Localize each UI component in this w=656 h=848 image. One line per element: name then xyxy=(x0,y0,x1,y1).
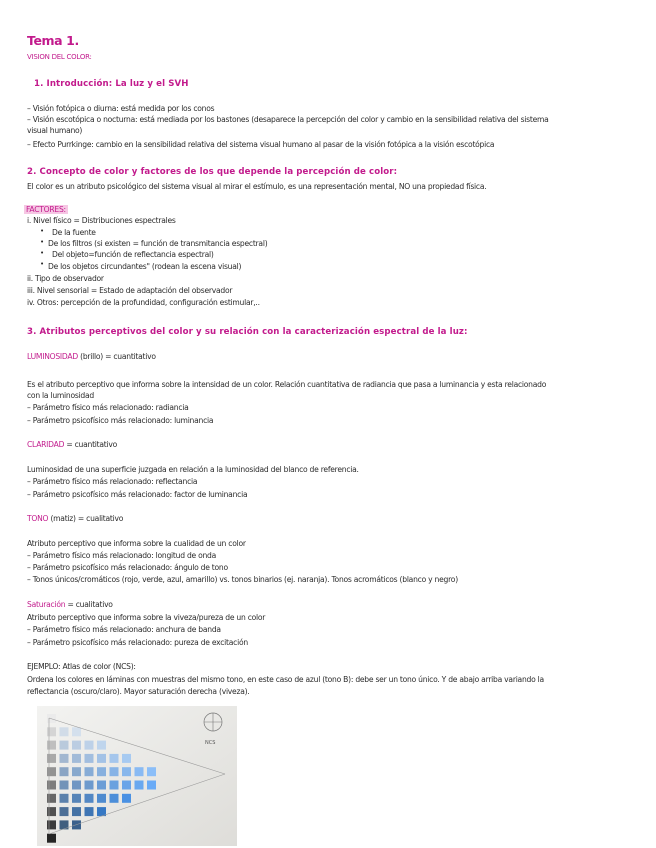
atlas-swatch xyxy=(147,781,156,790)
sat-line-3: – Parámetro psicofísico más relacionado: pureza de excitación xyxy=(27,638,248,647)
s2-definition: El color es un atributo psicológico del sistema visual al mirar el estímulo, es una representación mental, NO una propiedad física. xyxy=(27,182,487,191)
atlas-swatch xyxy=(135,767,144,776)
atlas-swatch xyxy=(72,741,81,750)
saturacion-rest: = cualitativo xyxy=(65,600,113,609)
ejemplo-line-2: Ordena los colores en láminas con muestras del mismo tono, en este caso de azul (tono B): debe ser un tono único. Y de abajo arriba variando la xyxy=(27,675,544,684)
factor-1-bullet-3: Del objeto=función de reflectancia espectral) xyxy=(52,250,214,259)
atlas-swatch xyxy=(47,781,56,790)
lum-line-4: – Parámetro psicofísico más relacionado: luminancia xyxy=(27,416,214,425)
ncs-atlas-image xyxy=(37,706,237,846)
ton-line-1: Atributo perceptivo que informa sobre la cualidad de un color xyxy=(27,539,246,548)
atlas-swatch xyxy=(85,754,94,763)
atlas-swatch xyxy=(147,767,156,776)
ejemplo-line-3: reflectancia (oscuro/claro). Mayor saturación derecha (viveza). xyxy=(27,687,250,696)
atlas-swatch xyxy=(47,807,56,816)
ton-line-3: – Parámetro psicofísico más relacionado: ángulo de tono xyxy=(27,563,228,572)
luminosidad-heading xyxy=(27,352,156,362)
factores-label-wrap xyxy=(24,205,68,215)
atlas-swatch xyxy=(85,807,94,816)
saturacion-term: Saturación xyxy=(27,600,66,609)
cla-line-3: – Parámetro psicofísico más relacionado: factor de luminancia xyxy=(27,490,248,499)
atlas-swatch xyxy=(122,767,131,776)
atlas-swatch xyxy=(110,794,119,803)
atlas-swatch xyxy=(97,754,106,763)
saturacion-heading xyxy=(27,600,113,610)
factor-4: iv. Otros: percepción de la profundidad, configuración estimular,.. xyxy=(27,298,260,307)
atlas-swatch xyxy=(97,781,106,790)
atlas-swatch xyxy=(72,767,81,776)
atlas-swatch xyxy=(110,781,119,790)
atlas-swatch xyxy=(47,820,56,829)
section-2-heading: 2. Concepto de color y factores de los que depende la percepción de color: xyxy=(27,167,398,177)
atlas-swatch xyxy=(47,727,56,736)
luminosidad-rest: (brillo) = cuantitativo xyxy=(77,352,156,361)
factor-3: iii. Nivel sensorial = Estado de adaptación del observador xyxy=(27,286,233,295)
atlas-swatch xyxy=(47,767,56,776)
atlas-swatch xyxy=(47,834,56,843)
atlas-swatch xyxy=(85,741,94,750)
bullet-dot: • xyxy=(40,260,45,268)
s1-line-4: – Efecto Purrkinge: cambio en la sensibilidad relativa del sistema visual humano al pasar de la visión fotópica a la visión escotópica xyxy=(27,140,495,149)
atlas-swatch xyxy=(122,794,131,803)
atlas-swatch xyxy=(72,754,81,763)
atlas-swatch xyxy=(97,741,106,750)
atlas-swatch xyxy=(72,727,81,736)
atlas-swatch xyxy=(60,754,69,763)
atlas-swatch xyxy=(47,754,56,763)
atlas-swatch xyxy=(47,794,56,803)
ton-line-2: – Parámetro físico más relacionado: longitud de onda xyxy=(27,551,217,560)
claridad-term: CLARIDAD xyxy=(27,440,65,449)
atlas-swatch xyxy=(60,781,69,790)
atlas-swatch xyxy=(72,807,81,816)
atlas-swatch xyxy=(122,754,131,763)
claridad-heading xyxy=(27,440,117,450)
lum-line-3: – Parámetro físico más relacionado: radiancia xyxy=(27,403,189,412)
atlas-swatch xyxy=(85,781,94,790)
s1-line-1: – Visión fotópica o diurna: está medida por los conos xyxy=(27,104,215,113)
atlas-swatch xyxy=(135,781,144,790)
hue-circle-icon xyxy=(204,713,222,731)
page-title: Tema 1. xyxy=(27,33,79,48)
factor-1-bullet-2: De los filtros (si existen = función de transmitancia espectral) xyxy=(48,239,268,248)
tono-term: TONO xyxy=(27,514,49,523)
atlas-swatch xyxy=(60,807,69,816)
factores-label: FACTORES: xyxy=(26,205,66,214)
atlas-swatch xyxy=(60,741,69,750)
tono-heading xyxy=(27,514,123,524)
atlas-swatch xyxy=(85,767,94,776)
sat-line-1: Atributo perceptivo que informa sobre la viveza/pureza de un color xyxy=(27,613,266,622)
cla-line-1: Luminosidad de una superficie juzgada en relación a la luminosidad del blanco de referencia. xyxy=(27,465,359,474)
atlas-swatch xyxy=(72,794,81,803)
bullet-dot: • xyxy=(40,238,45,246)
factor-1: i. Nivel físico = Distribuciones espectrales xyxy=(27,216,176,225)
tono-rest: (matiz) = cualitativo xyxy=(48,514,124,523)
atlas-swatch xyxy=(110,754,119,763)
ton-line-4: – Tonos únicos/cromáticos (rojo, verde, azul, amarillo) vs. tonos binarios (ej. naranja). Tonos acromáticos (blanco y negro) xyxy=(27,575,458,584)
s1-line-2: – Visión escotópica o nocturna: está mediada por los bastones (desaparece la percepción del color y cambio en la sensibilidad relativa del sistema xyxy=(27,115,549,124)
lum-line-2: con la luminosidad xyxy=(27,391,94,400)
section-1-heading: 1. Introducción: La luz y el SVH xyxy=(34,79,189,89)
lum-line-1: Es el atributo perceptivo que informa sobre la intensidad de un color. Relación cuantitativa de radiancia que pasa a luminancia y esta relacionado xyxy=(27,380,547,389)
page-subtitle: VISION DEL COLOR: xyxy=(27,53,92,61)
luminosidad-term: LUMINOSIDAD xyxy=(27,352,78,361)
bullet-dot: • xyxy=(40,249,45,257)
cla-line-2: – Parámetro físico más relacionado: reflectancia xyxy=(27,477,198,486)
atlas-swatch xyxy=(47,741,56,750)
factor-2: ii. Tipo de observador xyxy=(27,274,104,283)
claridad-rest: = cuantitativo xyxy=(64,440,118,449)
s1-line-3: visual humano) xyxy=(27,126,83,135)
atlas-swatch xyxy=(110,767,119,776)
atlas-swatch xyxy=(72,781,81,790)
atlas-swatch xyxy=(60,767,69,776)
atlas-swatch xyxy=(60,727,69,736)
bullet-dot: • xyxy=(40,227,45,235)
sat-line-2: – Parámetro físico más relacionado: anchura de banda xyxy=(27,625,221,634)
factor-1-bullet-1: De la fuente xyxy=(52,228,96,237)
ejemplo-line-1: EJEMPLO: Atlas de color (NCS): xyxy=(27,662,136,671)
atlas-swatch xyxy=(85,794,94,803)
atlas-swatch xyxy=(60,794,69,803)
atlas-swatch xyxy=(97,794,106,803)
atlas-swatch xyxy=(97,767,106,776)
section-3-heading: 3. Atributos perceptivos del color y su relación con la caracterización espectral de la luz: xyxy=(27,327,468,337)
factor-1-bullet-4: De los objetos circundantes" (rodean la escena visual) xyxy=(48,262,242,271)
atlas-ncs-label: NCS xyxy=(205,740,216,746)
atlas-swatch xyxy=(122,781,131,790)
